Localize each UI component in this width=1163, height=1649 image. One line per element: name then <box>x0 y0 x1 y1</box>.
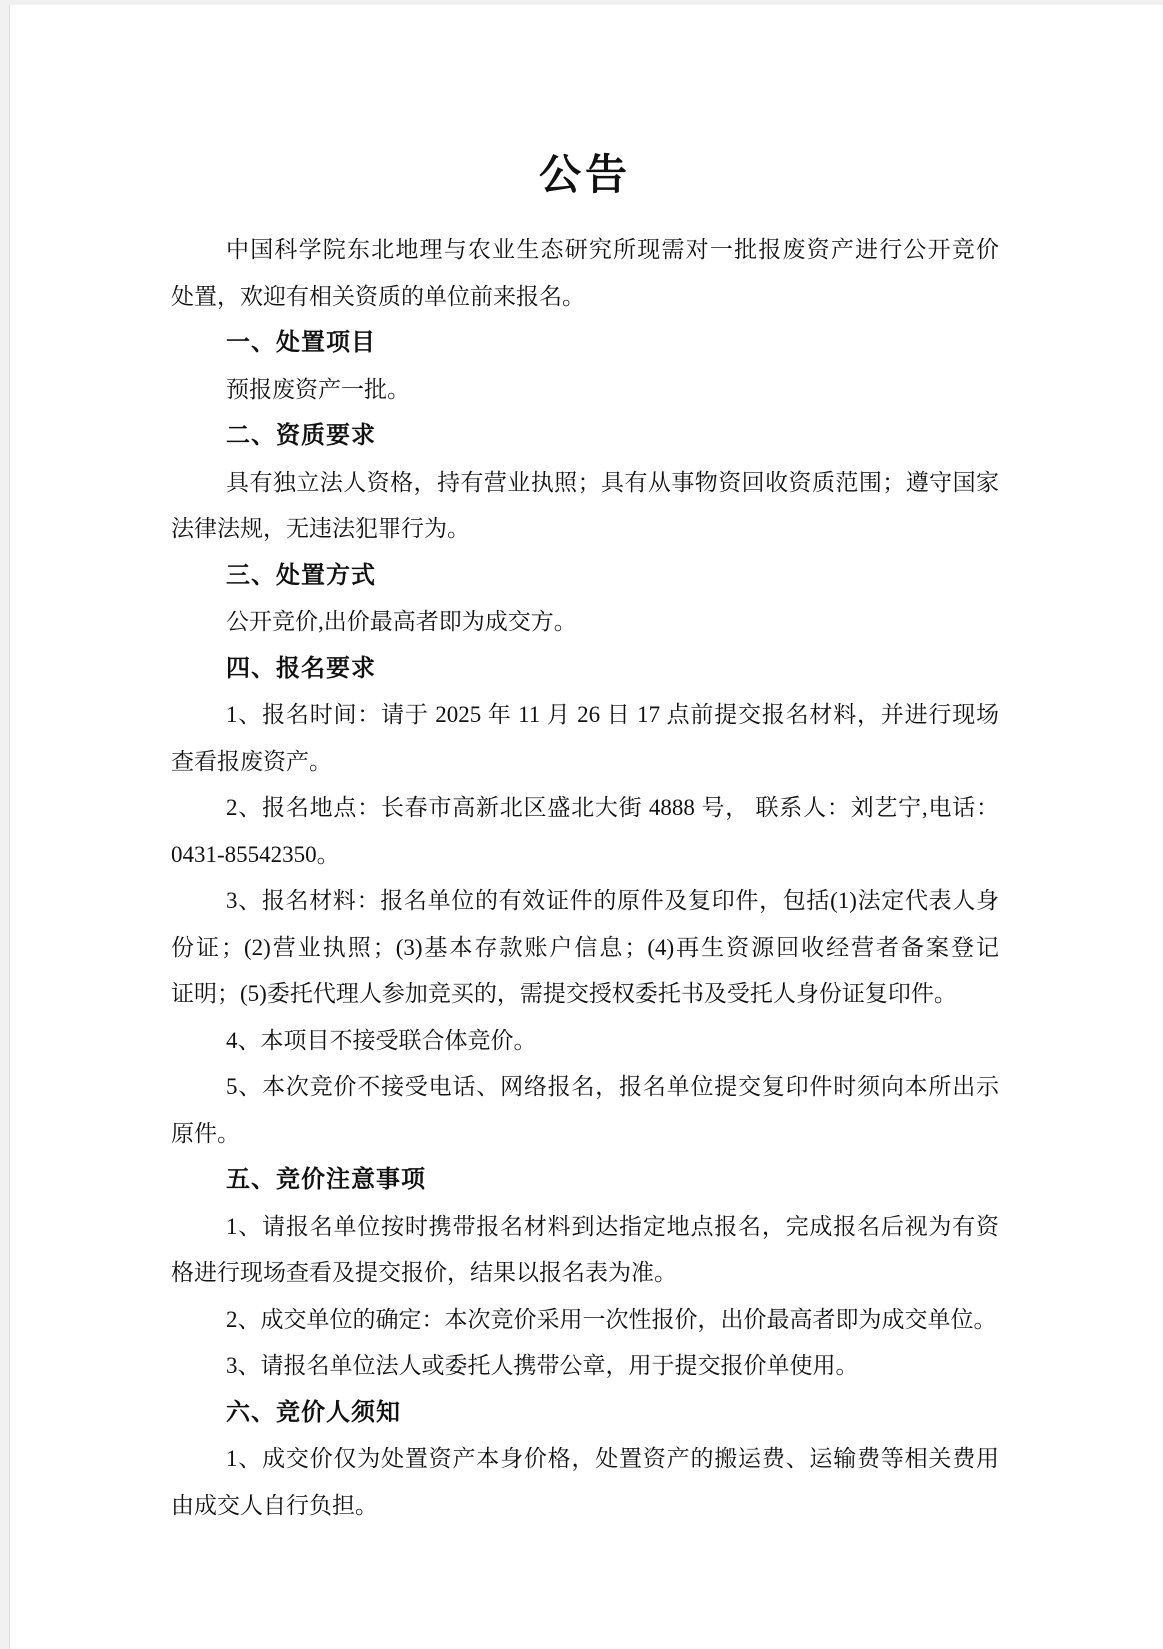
section-heading: 四、报名要求 <box>226 654 376 682</box>
document-line: 证明；(5)委托代理人参加竞买的，需提交授权委托书及受托人身份证复印件。 <box>171 981 957 1006</box>
document-line: 处置，欢迎有相关资质的单位前来报名。 <box>171 283 585 309</box>
document-line: 公开竞价,出价最高者即为成交方。 <box>226 609 577 634</box>
document-line: 中国科学院东北地理与农业生态研究所现需对一批报废资产进行公开竞价 <box>226 237 999 262</box>
document-line: 格进行现场查看及提交报价，结果以报名表为准。 <box>171 1260 677 1285</box>
document-line: 1、成交价仅为处置资产本身价格，处置资产的搬运费、运输费等相关费用 <box>226 1446 999 1471</box>
document-line: 3、报名材料：报名单位的有效证件的原件及复印件，包括(1)法定代表人身 <box>226 888 999 913</box>
document-line: 份证；(2)营业执照；(3)基本存款账户信息；(4)再生资源回收经营者备案登记 <box>171 934 999 960</box>
document-line: 1、请报名单位按时携带报名材料到达指定地点报名，完成报名后视为有资 <box>226 1213 999 1239</box>
document-line: 2、报名地点：长春市高新北区盛北大街 4888 号， 联系人：刘艺宁,电话： <box>226 795 999 820</box>
document-page <box>9 5 1163 1649</box>
document-line: 具有独立法人资格，持有营业执照；具有从事物资回收资质范围；遵守国家 <box>226 469 999 495</box>
document-line: 1、报名时间：请于 2025 年 11 月 26 日 17 点前提交报名材料，并进行现场 <box>226 702 999 727</box>
document-line: 4、本项目不接受联合体竞价。 <box>226 1027 537 1053</box>
section-heading: 六、竞价人须知 <box>226 1398 401 1426</box>
section-heading: 一、处置项目 <box>226 329 376 356</box>
document-body <box>171 227 999 1529</box>
section-heading: 五、竞价注意事项 <box>226 1166 426 1193</box>
document-title: 公告 <box>538 151 631 198</box>
document-line: 原件。 <box>171 1120 240 1146</box>
document-line: 由成交人自行负担。 <box>171 1492 378 1518</box>
document-line: 0431-85542350。 <box>171 841 340 867</box>
section-heading: 三、处置方式 <box>226 561 376 589</box>
document-line: 5、本次竞价不接受电话、网络报名，报名单位提交复印件时须向本所出示 <box>226 1074 999 1099</box>
document-line: 法律法规，无违法犯罪行为。 <box>171 516 470 541</box>
document-line: 查看报废资产。 <box>171 748 332 774</box>
document-line: 3、请报名单位法人或委托人携带公章，用于提交报价单使用。 <box>226 1353 859 1378</box>
document-line: 2、成交单位的确定：本次竞价采用一次性报价，出价最高者即为成交单位。 <box>226 1306 997 1332</box>
section-heading: 二、资质要求 <box>226 422 376 449</box>
document-content <box>171 5 999 1529</box>
document-line: 预报废资产一批。 <box>226 376 410 402</box>
